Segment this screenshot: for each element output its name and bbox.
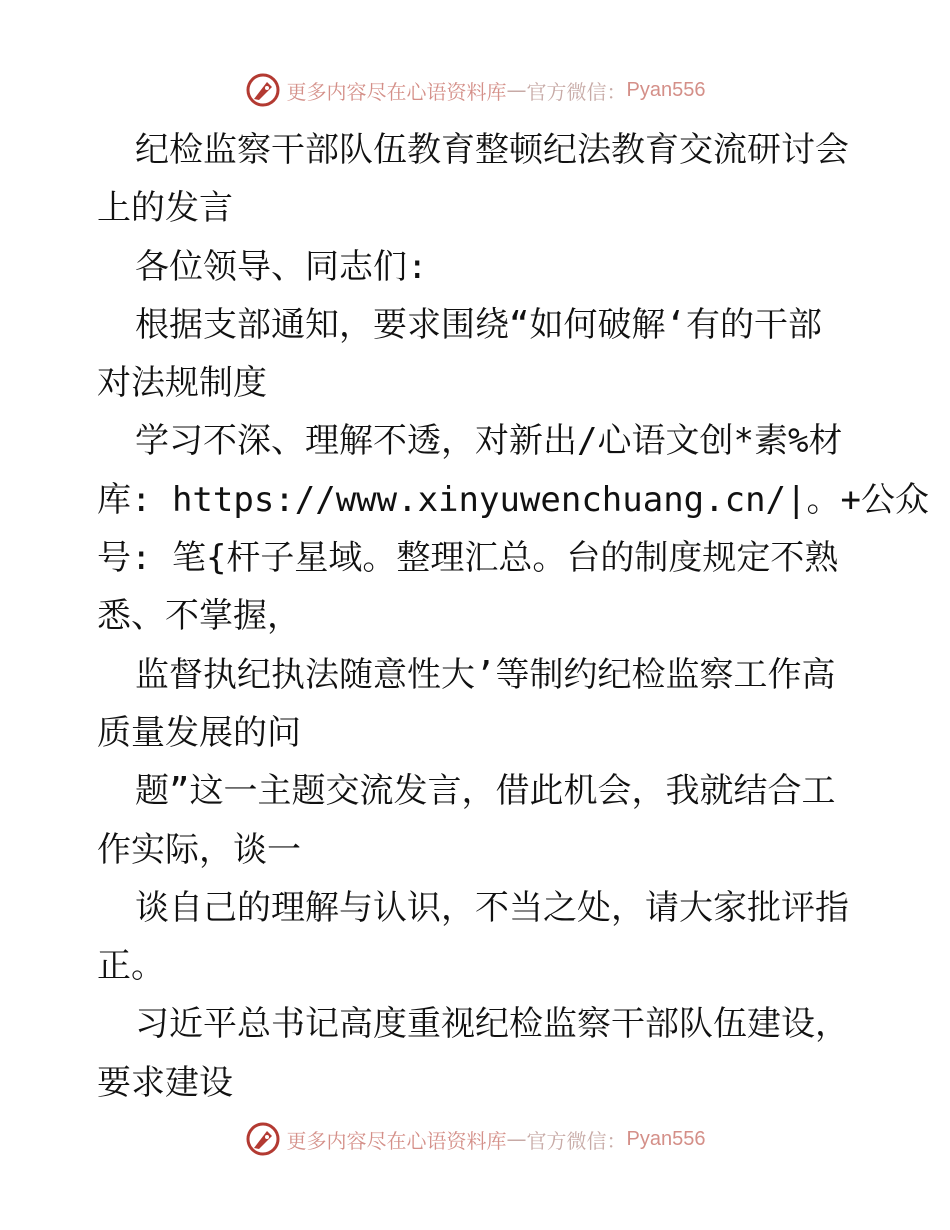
watermark-dash: — — [506, 1127, 527, 1151]
text-line: 各位领导、同志们: — [135, 246, 428, 287]
watermark-wechat-id: Pyan556 — [626, 1127, 706, 1150]
text-line: 质量发展的问 — [97, 712, 301, 753]
text-line: 号: 笔{杆子星域。整理汇总。台的制度规定不熟 — [97, 538, 839, 579]
text-line: 题”这一主题交流发言，借此机会，我就结合工 — [135, 771, 836, 812]
text-line: 谈自己的理解与认识，不当之处，请大家批评指 — [135, 887, 849, 928]
footer-watermark — [0, 1119, 950, 1159]
text-line: 监督执纪执法随意性大’等制约纪检监察工作高 — [135, 654, 836, 695]
text-line: 作实际，谈一 — [97, 829, 301, 870]
header-watermark — [0, 70, 950, 110]
watermark-wechat-label: 官方微信： — [526, 1128, 627, 1153]
text-line: 库: https://www.xinyuwenchuang.cn/|。+公众 — [97, 479, 929, 520]
text-line: 学习不深、理解不透，对新出/心语文创*素%材 — [135, 421, 843, 462]
document-body — [97, 121, 929, 1112]
watermark-brand: 更多内容尽在心语资料库 — [286, 79, 507, 104]
watermark-wechat-label: 官方微信： — [526, 79, 627, 104]
pen-nib-logo-icon — [245, 1121, 281, 1157]
watermark-dash: — — [506, 78, 527, 102]
text-line: 悉、不掌握， — [97, 596, 301, 637]
text-line: 要求建设 — [97, 1062, 233, 1103]
watermark-brand: 更多内容尽在心语资料库 — [286, 1128, 507, 1153]
text-line: 上的发言 — [97, 188, 233, 229]
text-line: 正。 — [97, 946, 165, 987]
text-line: 纪检监察干部队伍教育整顿纪法教育交流研讨会 — [135, 130, 849, 170]
watermark-wechat-id: Pyan556 — [626, 78, 706, 101]
text-line: 根据支部通知，要求围绕“如何破解‘有的干部 — [135, 304, 822, 345]
text-line: 习近平总书记高度重视纪检监察干部队伍建设， — [135, 1004, 849, 1045]
pen-nib-logo-icon — [245, 72, 281, 108]
text-line: 对法规制度 — [97, 363, 267, 404]
